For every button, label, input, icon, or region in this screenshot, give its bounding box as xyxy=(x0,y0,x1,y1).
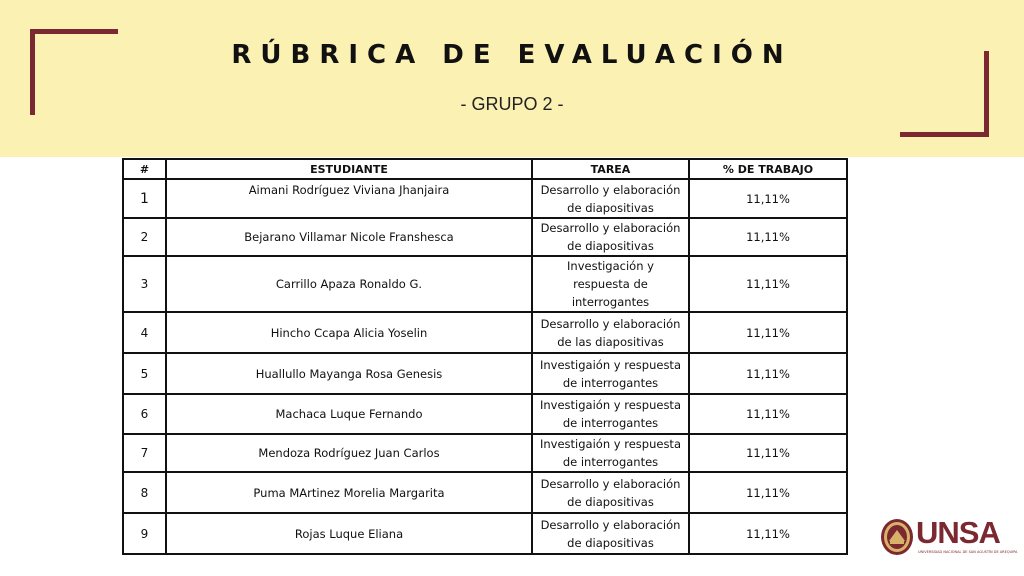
table-header-row xyxy=(123,159,847,179)
row-student: Huallullo Mayanga Rosa Genesis xyxy=(166,353,532,394)
row-student: Hincho Ccapa Alicia Yoselin xyxy=(166,312,532,353)
row-percent: 11,11% xyxy=(689,513,847,554)
row-task: Desarrollo y elaboración de diapositivas xyxy=(532,179,689,218)
page-subtitle: - GRUPO 2 - xyxy=(460,94,564,114)
table-row xyxy=(123,472,847,513)
row-student: Carrillo Apaza Ronaldo G. xyxy=(166,256,532,312)
row-number: 3 xyxy=(123,256,166,312)
row-percent: 11,11% xyxy=(689,434,847,472)
row-task: Desarrollo y elaboración de diapositivas xyxy=(532,218,689,256)
row-student: Aimani Rodríguez Viviana Jhanjaira xyxy=(166,179,532,218)
university-seal-icon xyxy=(880,517,914,557)
row-percent: 11,11% xyxy=(689,472,847,513)
row-task: Investigaión y respuesta de interrogantes xyxy=(532,353,689,394)
row-task: Investigaión y respuesta de interrogantes xyxy=(532,434,689,472)
corner-bracket-bottom-right xyxy=(900,132,989,137)
header-task: TAREA xyxy=(532,159,689,179)
row-number: 5 xyxy=(123,353,166,394)
table-row xyxy=(123,256,847,312)
row-percent: 11,11% xyxy=(689,394,847,434)
header-student: ESTUDIANTE xyxy=(166,159,532,179)
header-percent: % DE TRABAJO xyxy=(689,159,847,179)
unsa-logo xyxy=(880,515,1018,559)
logo-subtext: UNIVERSIDAD NACIONAL DE SAN AGUSTÍN DE AREQUIPA xyxy=(918,550,1018,554)
row-percent: 11,11% xyxy=(689,256,847,312)
row-number: 1 xyxy=(123,179,166,218)
row-task: Investigaión y respuesta de interrogantes xyxy=(532,394,689,434)
table-row xyxy=(123,394,847,434)
row-task: Desarrollo y elaboración de las diapositivas xyxy=(532,312,689,353)
row-percent: 11,11% xyxy=(689,218,847,256)
row-number: 7 xyxy=(123,434,166,472)
row-percent: 11,11% xyxy=(689,312,847,353)
table-row xyxy=(123,218,847,256)
page-title: RÚBRICA DE EVALUACIÓN xyxy=(231,40,793,70)
row-percent: 11,11% xyxy=(689,179,847,218)
row-task: Investigación y respuesta de interrogantes xyxy=(532,256,689,312)
corner-bracket-top-left xyxy=(30,29,118,34)
row-student: Mendoza Rodríguez Juan Carlos xyxy=(166,434,532,472)
row-student: Rojas Luque Eliana xyxy=(166,513,532,554)
row-number: 6 xyxy=(123,394,166,434)
row-student: Puma MArtinez Morelia Margarita xyxy=(166,472,532,513)
row-number: 9 xyxy=(123,513,166,554)
header-number: # xyxy=(123,159,166,179)
table-row xyxy=(123,179,847,218)
row-student: Machaca Luque Fernando xyxy=(166,394,532,434)
row-percent: 11,11% xyxy=(689,353,847,394)
header-band xyxy=(0,0,1024,157)
row-task: Desarrollo y elaboración de diapositivas xyxy=(532,513,689,554)
row-number: 4 xyxy=(123,312,166,353)
rubric-table xyxy=(122,158,848,555)
table-row xyxy=(123,312,847,353)
logo-wordmark: UNSA xyxy=(916,515,1000,550)
table-row xyxy=(123,434,847,472)
table-row xyxy=(123,513,847,554)
row-task: Desarrollo y elaboración de diapositivas xyxy=(532,472,689,513)
table-row xyxy=(123,353,847,394)
row-number: 8 xyxy=(123,472,166,513)
row-number: 2 xyxy=(123,218,166,256)
row-student: Bejarano Villamar Nicole Franshesca xyxy=(166,218,532,256)
